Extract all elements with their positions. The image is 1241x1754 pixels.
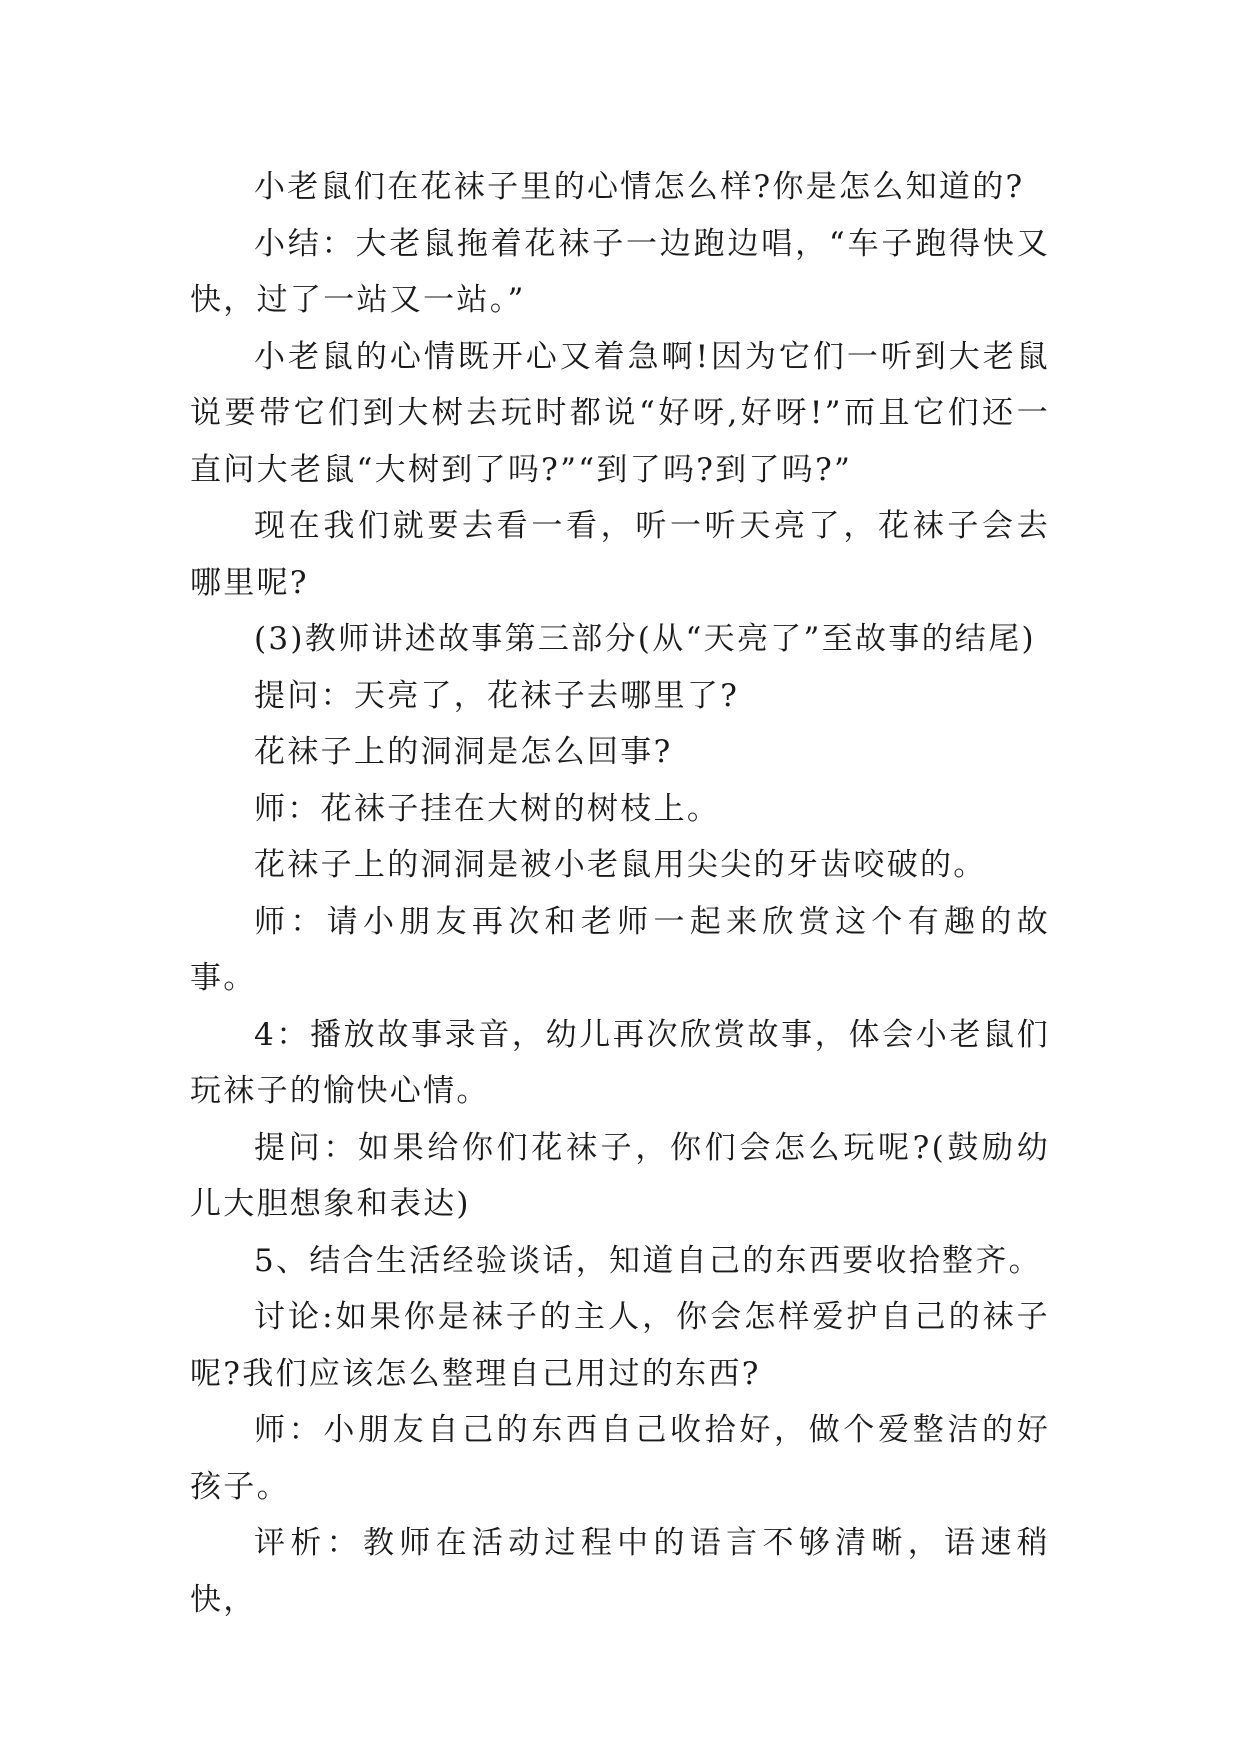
document-body (190, 159, 1050, 1628)
paragraph: 师：小朋友自己的东西自己收拾好，做个爱整洁的好孩子。 (190, 1412, 1050, 1505)
paragraph: 师：花袜子挂在大树的树枝上。 (254, 790, 721, 827)
paragraph: 小老鼠的心情既开心又着急啊!因为它们一听到大老鼠说要带它们到大树去玩时都说“好呀,好呀!”而且它们还一直问大老鼠“大树到了吗?”“到了吗?到了吗?” (190, 338, 1050, 488)
paragraph: 讨论:如果你是袜子的主人，你会怎样爱护自己的袜子呢?我们应该怎么整理自己用过的东西? (190, 1299, 1050, 1392)
paragraph: 现在我们就要去看一看，听一听天亮了，花袜子会去哪里呢? (190, 508, 1050, 601)
paragraph: 小老鼠们在花袜子里的心情怎么样?你是怎么知道的? (254, 169, 1025, 205)
paragraph: 花袜子上的洞洞是被小老鼠用尖尖的牙齿咬破的。 (254, 847, 987, 883)
paragraph: 4：播放故事录音，幼儿再次欣赏故事，体会小老鼠们玩袜子的愉快心情。 (190, 1016, 1050, 1109)
paragraph: 小结：大老鼠拖着花袜子一边跑边唱，“车子跑得快又快，过了一站又一站。” (190, 225, 1050, 318)
paragraph: 花袜子上的洞洞是怎么回事? (254, 734, 673, 770)
paragraph: 5、结合生活经验谈话，知道自己的东西要收拾整齐。 (254, 1242, 1042, 1279)
paragraph: 提问：天亮了，花袜子去哪里了? (254, 677, 740, 714)
paragraph: 提问：如果给你们花袜子，你们会怎么玩呢?(鼓励幼儿大胆想象和表达) (190, 1129, 1050, 1222)
paragraph: 评析：教师在活动过程中的语言不够清晰，语速稍快， (190, 1525, 1050, 1618)
paragraph: 师：请小朋友再次和老师一起来欣赏这个有趣的故事。 (190, 903, 1050, 996)
paragraph: (3)教师讲述故事第三部分(从“天亮了”至故事的结尾) (254, 621, 1036, 657)
